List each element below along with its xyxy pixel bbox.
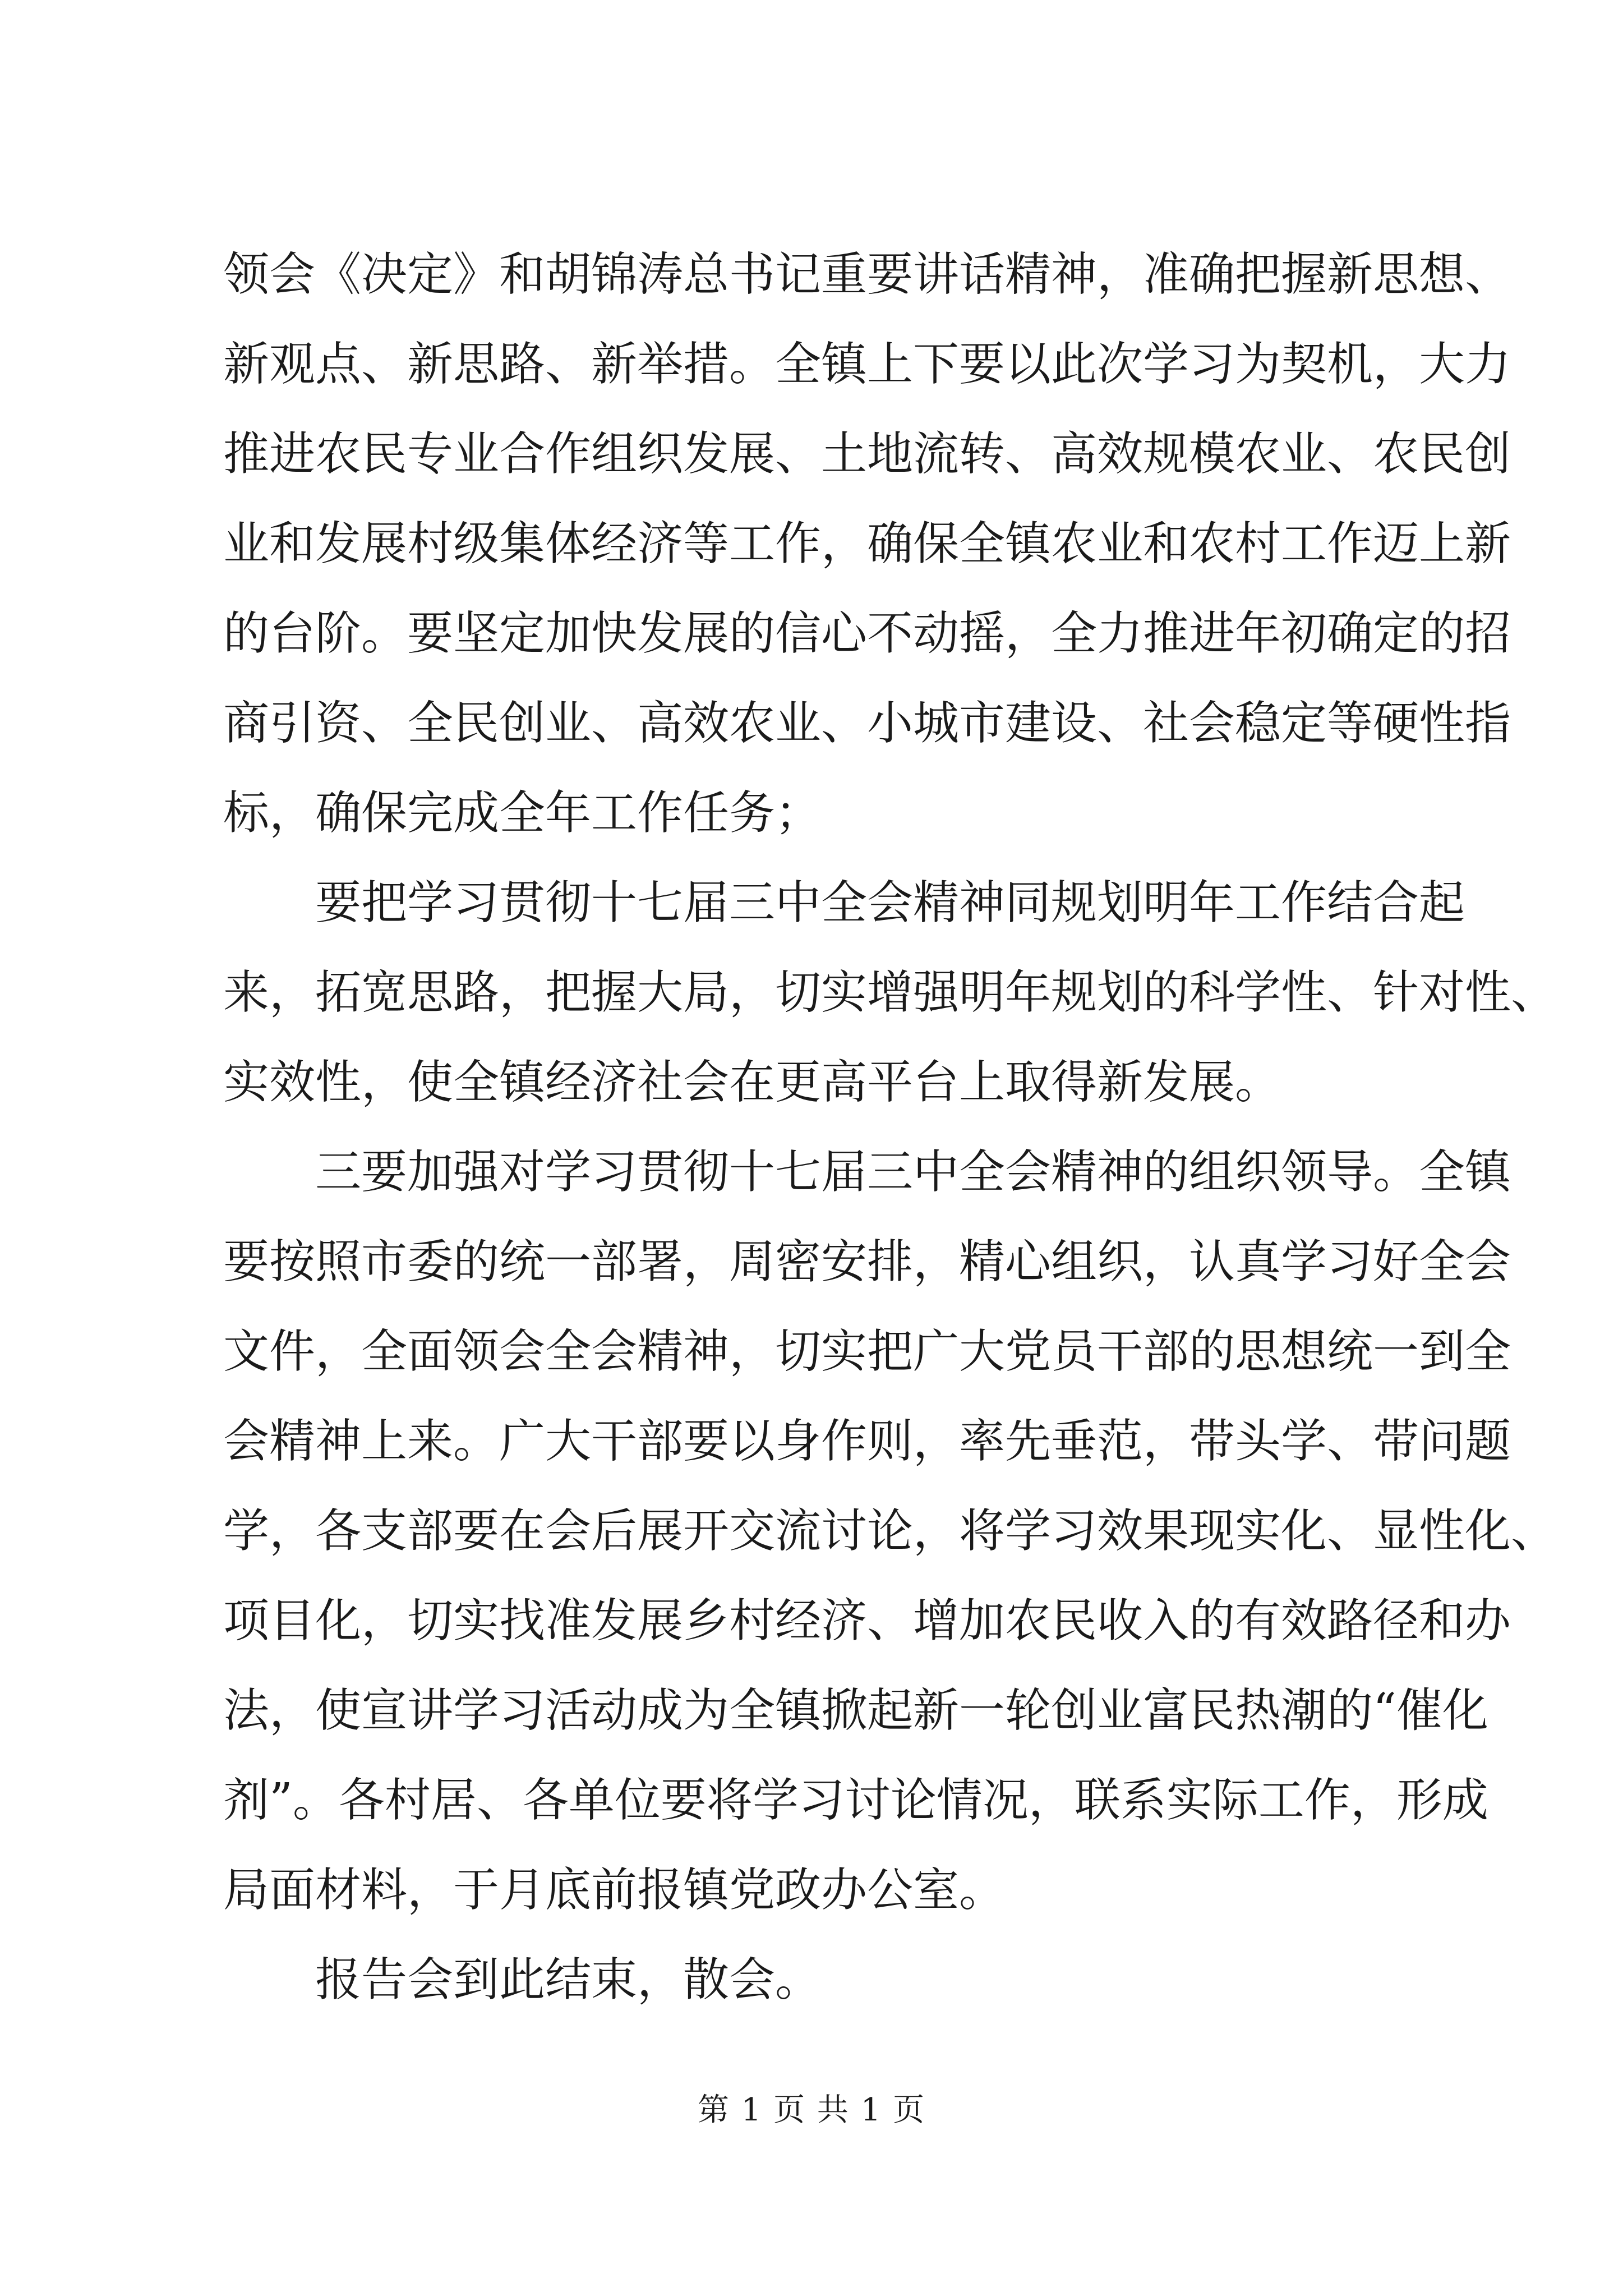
text-line: 要按照市委的统一部署，周密安排，精心组织，认真学习好全会 — [223, 1235, 1511, 1289]
text-line: 报告会到此结束，散会。 — [315, 1953, 822, 2007]
text-line: 来，拓宽思路，把握大局，切实增强明年规划的科学性、针对性、 — [223, 966, 1557, 1019]
document-body — [223, 230, 1557, 2025]
text-line: 新观点、新思路、新举措。全镇上下要以此次学习为契机，大力 — [223, 338, 1511, 391]
text-line: 推进农民专业合作组织发展、土地流转、高效规模农业、农民创 — [223, 427, 1511, 481]
text-line: 业和发展村级集体经济等工作，确保全镇农业和农村工作迈上新 — [223, 517, 1511, 570]
text-line: 要把学习贯彻十七届三中全会精神同规划明年工作结合起 — [315, 876, 1465, 930]
text-line: 剂”。各村居、各单位要将学习讨论情况，联系实际工作，形成 — [223, 1774, 1488, 1827]
text-line: 的台阶。要坚定加快发展的信心不动摇，全力推进年初确定的招 — [223, 607, 1511, 660]
page-number: 第 1 页 共 1 页 — [697, 2092, 926, 2128]
text-line: 领会《决定》和胡锦涛总书记重要讲话精神，准确把握新思想、 — [223, 248, 1511, 301]
text-line: 三要加强对学习贯彻十七届三中全会精神的组织领导。全镇 — [315, 1145, 1511, 1199]
text-line: 学，各支部要在会后展开交流讨论，将学习效果现实化、显性化、 — [223, 1504, 1557, 1558]
text-line: 局面材料，于月底前报镇党政办公室。 — [223, 1864, 1006, 1917]
text-line: 法，使宣讲学习活动成为全镇掀起新一轮创业富民热潮的“催化 — [223, 1684, 1488, 1737]
paragraph — [223, 230, 1511, 858]
paragraph — [223, 1128, 1557, 1935]
paragraph — [223, 1935, 1435, 2025]
text-line: 实效性，使全镇经济社会在更高平台上取得新发展。 — [223, 1056, 1281, 1109]
text-line: 文件，全面领会全会精神，切实把广大党员干部的思想统一到全 — [223, 1325, 1511, 1378]
text-line: 项目化，切实找准发展乡村经济、增加农民收入的有效路径和办 — [223, 1594, 1511, 1648]
text-line: 会精神上来。广大干部要以身作则，率先垂范，带头学、带问题 — [223, 1415, 1511, 1468]
page-footer — [0, 2088, 1623, 2133]
text-line: 商引资、全民创业、高效农业、小城市建设、社会稳定等硬性指 — [223, 697, 1511, 750]
text-line: 标，确保完成全年工作任务； — [223, 786, 822, 840]
paragraph — [223, 858, 1557, 1128]
